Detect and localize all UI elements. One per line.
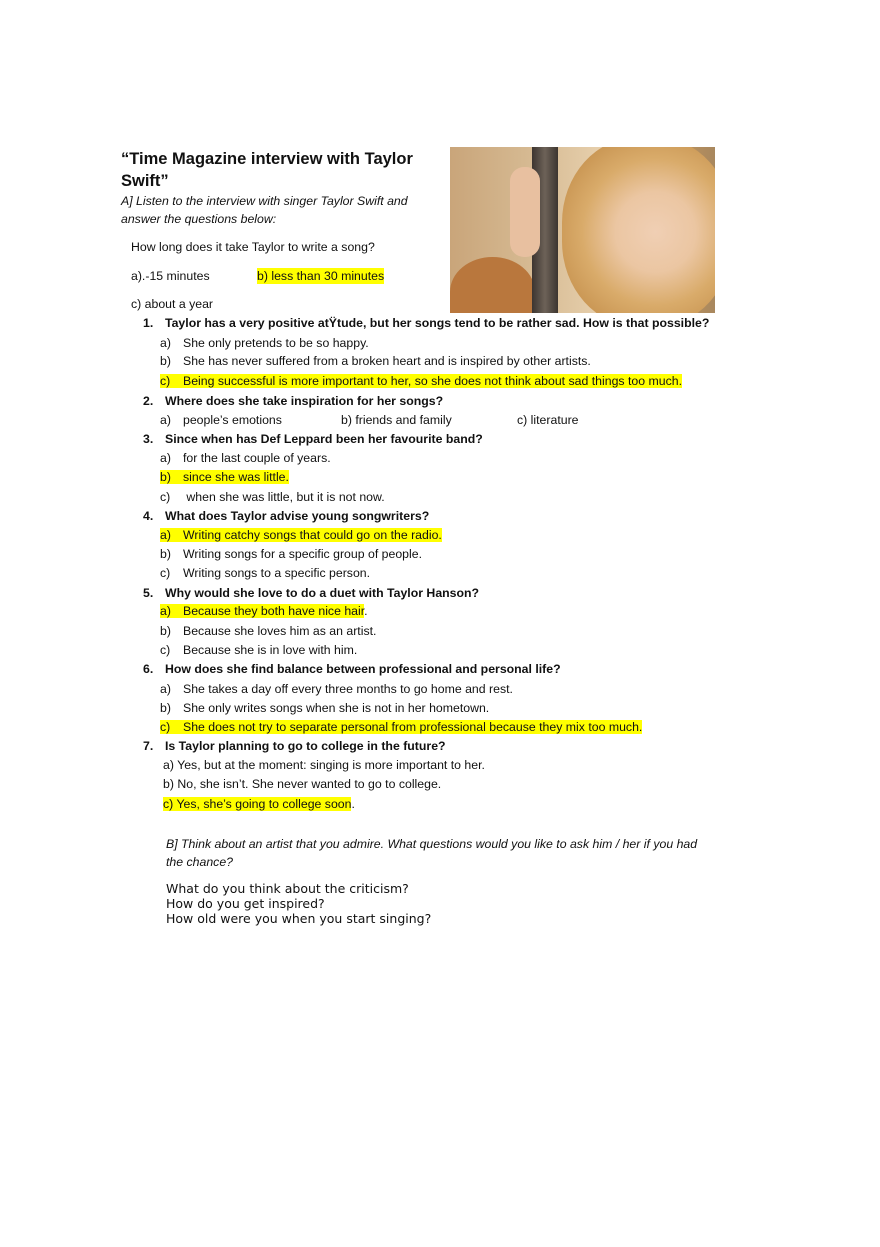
option-letter: b) <box>160 354 171 368</box>
answer-option <box>160 546 422 562</box>
intro-option-c: c) about a year <box>131 297 214 311</box>
option-letter: c) <box>160 490 171 504</box>
instructions-b: B] Think about an artist that you admire. What questions would you like to ask him / her if you had <box>166 837 698 851</box>
option-body <box>160 547 422 561</box>
option-text: Because they both have nice hair <box>183 604 365 618</box>
worksheet-title-line1: “Time Magazine interview with Taylor <box>121 150 413 168</box>
option-text: for the last couple of years. <box>183 451 331 465</box>
answer-option <box>163 776 441 792</box>
option-letter: b) <box>160 470 171 484</box>
option-text: Writing songs for a specific group of people. <box>183 547 423 561</box>
answer-line: How old were you when you start singing? <box>166 911 432 926</box>
answer-option <box>160 353 591 369</box>
option-text: Writing songs to a specific person. <box>183 566 371 580</box>
worksheet-title-line2: Swift” <box>121 172 169 190</box>
question-text: Where does she take inspiration for her songs? <box>165 394 444 408</box>
option-a_letter: a) <box>160 413 171 427</box>
option-letter: a) <box>160 336 171 350</box>
option-text: She has never suffered from a broken heart and is inspired by other artists. <box>183 354 591 368</box>
option-text: when she was little, but it is not now. <box>183 490 385 504</box>
answer-option <box>160 719 642 735</box>
option-body <box>160 490 385 504</box>
intro-option-a: a).-15 minutes <box>131 269 210 283</box>
option-letter: b) <box>160 547 171 561</box>
option-letter: a) <box>160 682 171 696</box>
answer-option <box>160 642 357 658</box>
answer-option <box>160 450 331 466</box>
option-body <box>160 604 364 618</box>
option-text: She takes a day off every three months to go home and rest. <box>183 682 513 696</box>
option-letter: a) <box>160 604 171 618</box>
answer-line: What do you think about the criticism? <box>166 881 409 896</box>
option-text: Because she loves him as an artist. <box>183 624 377 638</box>
option-body <box>160 682 513 696</box>
answer-option <box>160 469 289 485</box>
question-text: How does she find balance between professional and personal life? <box>165 662 561 676</box>
answer-option <box>160 603 368 619</box>
question-text: What does Taylor advise young songwriters? <box>165 509 430 523</box>
question-number: 1. <box>143 316 154 330</box>
option-body <box>160 701 489 715</box>
option-letter: c) <box>160 643 171 657</box>
option-text: since she was little. <box>183 470 289 484</box>
option-body <box>160 374 682 388</box>
option-b: b) friends and family <box>341 413 452 427</box>
option-text: c) Yes, she’s going to college soon <box>163 797 352 811</box>
option-text: b) No, she isn’t. She never wanted to go to college. <box>163 777 442 791</box>
option-body <box>160 624 376 638</box>
option-letter: b) <box>160 701 171 715</box>
answer-option <box>163 796 355 812</box>
question-number: 5. <box>143 586 154 600</box>
option-body <box>160 451 331 465</box>
option-text: Being successful is more important to her, so she does not think about sad things too much. <box>183 374 682 388</box>
question-text: Is Taylor planning to go to college in the future? <box>165 739 446 753</box>
instructions-a: A] Listen to the interview with singer Taylor Swift and <box>121 194 408 208</box>
question-number: 7. <box>143 739 154 753</box>
question-number: 2. <box>143 394 154 408</box>
option-letter: a) <box>160 451 171 465</box>
answer-option <box>160 700 489 716</box>
answer-option <box>160 489 385 505</box>
option-text: a) Yes, but at the moment: singing is more important to her. <box>163 758 485 772</box>
option-body <box>160 643 357 657</box>
option-tail: . <box>364 604 368 618</box>
instructions-a-cont: answer the questions below: <box>121 212 277 226</box>
answer-option <box>163 757 485 773</box>
intro-option-b: b) less than 30 minutes <box>257 269 385 283</box>
option-text: She does not try to separate personal from professional because they mix too much. <box>183 720 643 734</box>
option-tail: . <box>351 797 355 811</box>
answer-option <box>160 623 376 639</box>
answer-option <box>160 565 370 581</box>
option-text: Writing catchy songs that could go on the radio. <box>183 528 442 542</box>
option-letter: b) <box>160 624 171 638</box>
question-text: Taylor has a very positive atŸtude, but her songs tend to be rather sad. How is that possible? <box>165 316 710 330</box>
option-a: people’s emotions <box>183 413 282 427</box>
intro-question: How long does it take Taylor to write a song? <box>131 240 375 254</box>
option-body <box>160 528 442 542</box>
option-body <box>160 336 369 350</box>
option-text: She only writes songs when she is not in her hometown. <box>183 701 490 715</box>
taylor-swift-photo <box>450 147 715 313</box>
option-letter: c) <box>160 374 171 388</box>
answer-line: How do you get inspired? <box>166 896 325 911</box>
question-number: 3. <box>143 432 154 446</box>
instructions-b-cont: the chance? <box>166 855 234 869</box>
question-number: 6. <box>143 662 154 676</box>
answer-option <box>160 373 682 389</box>
option-letter: a) <box>160 528 171 542</box>
option-body <box>160 566 370 580</box>
option-text: Because she is in love with him. <box>183 643 358 657</box>
option-letter: c) <box>160 720 171 734</box>
answer-option <box>160 335 369 351</box>
option-letter: c) <box>160 566 171 580</box>
option-body <box>160 354 591 368</box>
answer-option <box>160 527 442 543</box>
question-text: Why would she love to do a duet with Taylor Hanson? <box>165 586 480 600</box>
question-number: 4. <box>143 509 154 523</box>
option-body <box>160 720 642 734</box>
question-text: Since when has Def Leppard been her favourite band? <box>165 432 483 446</box>
answer-option <box>160 681 513 697</box>
option-text: She only pretends to be so happy. <box>183 336 369 350</box>
option-c: c) literature <box>517 413 579 427</box>
option-body <box>160 470 289 484</box>
